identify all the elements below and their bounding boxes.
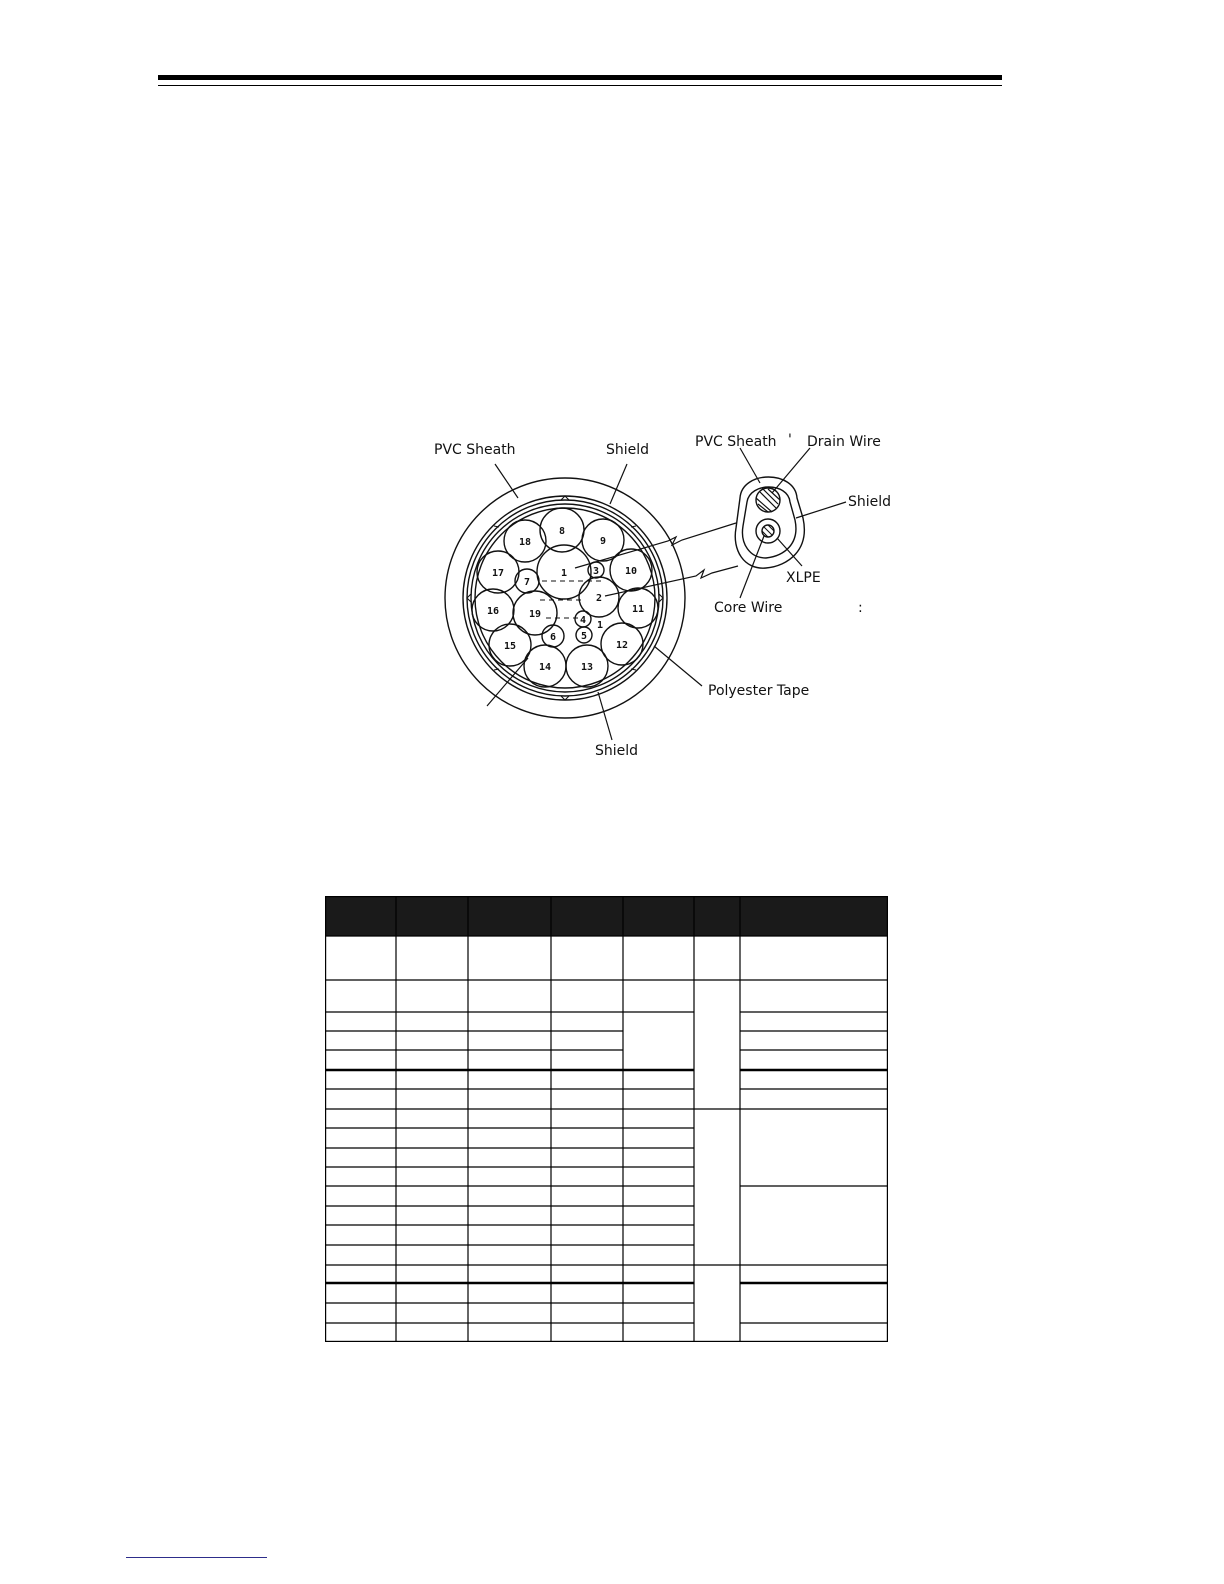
leader-shield-detail [796,502,846,518]
label-shield-bottom: Shield [595,743,639,759]
core-num-10: 10 [624,566,638,577]
core-num-14: 14 [538,662,552,673]
leader-xlpe [777,538,802,566]
footnote-separator [126,1557,267,1558]
pvc-sheath-outer [445,478,685,718]
mark-colon: : [858,600,863,616]
main-cable [445,478,685,718]
label-xlpe: XLPE [786,570,821,586]
wiring-table [325,896,888,1342]
table-border [326,897,888,1342]
leader-shield-bottom [598,692,612,740]
header-rule-thin [158,85,1002,86]
core-num-12: 12 [615,640,629,651]
detail-shield [742,487,795,558]
detail-pair-cable [735,477,804,568]
label-pvc-sheath-detail: PVC Sheath [695,434,777,450]
leader-core-wire [740,536,764,598]
label-pvc-sheath-main: PVC Sheath [434,442,516,458]
table-header-row [325,896,888,936]
core-num-19: 19 [528,609,542,620]
label-drain-wire: Drain Wire [807,434,881,450]
connector-lines [575,523,738,596]
core-num-18: 18 [518,537,532,548]
core-num-15: 15 [503,641,517,652]
cable-cross-section-figure [400,418,945,778]
header-rule-thick [158,75,1002,80]
label-shield-detail: Shield [848,494,892,510]
core-num-7: 7 [523,577,531,588]
core-num-11: 11 [631,604,645,615]
core-num-9: 9 [599,536,607,547]
leader-shield-top [610,464,627,504]
core-num-3: 3 [592,566,600,577]
label-polyester-tape: Polyester Tape [708,683,810,699]
core-num-6: 6 [549,632,557,643]
table-grid [325,896,888,1342]
core-num-17: 17 [491,568,505,579]
mark-one: 1 [596,620,604,631]
core-num-2: 2 [595,593,603,604]
leader-polyester-tape [654,646,702,686]
core-num-8: 8 [558,526,566,537]
core-num-4: 4 [579,615,587,626]
mark-tick: ' [788,432,792,448]
label-shield-top: Shield [606,442,650,458]
core-num-13: 13 [580,662,594,673]
leader-pvc-detail [740,448,760,483]
core-num-16: 16 [486,606,500,617]
leader-drain-wire [772,448,810,493]
core-num-5: 5 [580,631,588,642]
label-core-wire: Core Wire [714,600,783,616]
core-num-1: 1 [560,568,568,579]
